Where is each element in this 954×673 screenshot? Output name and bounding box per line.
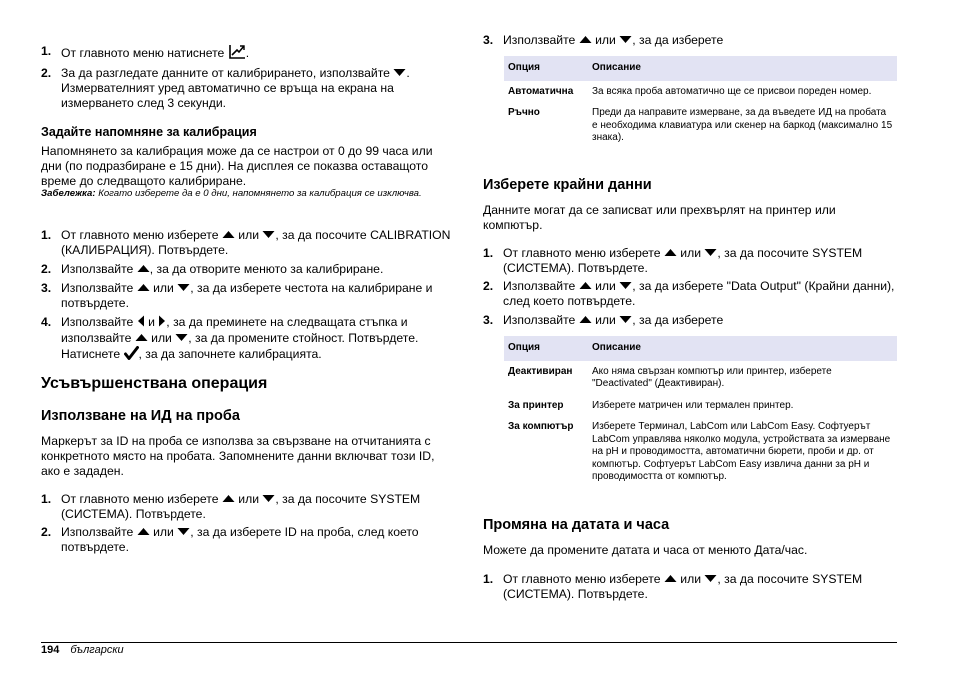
column-header: Опция: [504, 336, 588, 361]
page-number: 194: [41, 644, 60, 656]
sample-id-heading: Използване на ИД на проба: [41, 408, 240, 424]
step-number: 4.: [41, 315, 52, 329]
step-text: Използвайте: [503, 33, 579, 47]
step-text: , за да изберете: [632, 313, 724, 327]
description-cell: Изберете матричен или термален принтер.: [592, 399, 794, 411]
step-number: 2.: [41, 66, 52, 80]
step-number: 2.: [41, 262, 52, 276]
step-text: и: [144, 315, 159, 330]
step-text: От главното меню натиснете: [61, 46, 228, 61]
step-text: или: [234, 492, 263, 506]
arrow-down-icon: [177, 525, 190, 540]
calibration-key-icon: [228, 44, 246, 64]
step-text: , за да изберете "Data Output" (Крайни данни), след което потвърдете.: [503, 279, 895, 309]
arrow-down-icon: [177, 281, 190, 296]
sample-id-text: Маркерът за ID на проба се използва за свързване на отчитанията с конкретното място на пробата. Запомнените данни включват този ID, ако е зададен.: [41, 434, 435, 478]
step-number: 3.: [483, 33, 494, 47]
table-row: [504, 361, 897, 395]
step-text: От главното меню изберете: [503, 572, 664, 586]
arrow-up-icon: [137, 281, 150, 296]
step-text: Използвайте: [61, 262, 137, 276]
description-cell: Изберете Терминал, LabCom или LabCom Easy. Софтуерът LabCom управлява няколко модула, устройствата за измерване на pH и проводимостта, автоматични бюрети, проби и др. от компютър. Софтуерът LabCom Easy извлича данни за pH и проводимостта от компютър.: [592, 421, 891, 482]
step-number: 1.: [483, 572, 494, 586]
step-text: или: [591, 33, 620, 47]
list-item: [483, 279, 897, 309]
step-number: 1.: [41, 44, 52, 58]
output-text: Данните могат да се записват или прехвърлят на принтер или компютър.: [483, 203, 836, 232]
arrow-down-icon: [704, 572, 717, 587]
arrow-down-icon: [619, 279, 632, 294]
footer-language: български: [70, 644, 124, 656]
step-number: 3.: [483, 313, 494, 327]
step-number: 2.: [483, 279, 494, 293]
step-text: , за да промените стойност. Потвърдете. Натиснете: [61, 331, 419, 362]
step-text: Използвайте: [503, 279, 579, 293]
footer-divider: [41, 642, 897, 643]
step-text: , за да изберете ID на проба, след което потвърдете.: [61, 525, 419, 555]
option-cell: За компютър: [508, 421, 574, 432]
step-text: Използвайте: [61, 315, 137, 330]
step-text: или: [676, 246, 705, 260]
description-cell: За всяка проба автоматично ще се присвои пореден номер.: [592, 85, 872, 97]
reminder-text: Напомнянето за калибрация може да се настрои от 0 до 99 часа или дни (по подразбиране е 15 дни). На дисплея се показва оставащото време до следващото калибриране.: [41, 144, 433, 188]
table-row: [504, 395, 897, 417]
list-item: [41, 262, 455, 277]
step-text: Използвайте: [61, 281, 137, 295]
list-item: [483, 313, 897, 328]
confirm-check-icon: [124, 346, 139, 364]
step-text: От главното меню изберете: [61, 492, 222, 506]
step-text: , за да посочите CALIBRATION (КАЛИБРАЦИЯ). Потвърдете.: [61, 228, 451, 258]
step-text: или: [676, 572, 705, 586]
step-text: , за да посочите SYSTEM (СИСТЕМА). Потвърдете.: [61, 492, 421, 522]
table-row: [504, 102, 897, 149]
table-row: [504, 81, 897, 103]
step-number: 2.: [41, 525, 52, 539]
step-number: 1.: [483, 246, 494, 260]
arrow-down-icon: [262, 492, 275, 507]
note: [41, 187, 455, 200]
column-header: Описание: [588, 336, 897, 361]
description-cell: Ако няма свързан компютър или принтер, изберете "Deactivated" (Деактивиран).: [592, 365, 832, 389]
step-text: , за да изберете честота на калибриране и потвърдете.: [61, 281, 433, 311]
arrow-up-icon: [137, 262, 150, 277]
output-heading: Изберете крайни данни: [483, 177, 652, 193]
step-text: или: [149, 525, 178, 539]
step-text: , за да посочите SYSTEM (СИСТЕМА). Потвърдете.: [503, 572, 863, 602]
datetime-text: Можете да промените датата и часа от менюто Дата/час.: [483, 543, 808, 557]
step-number: 3.: [41, 281, 52, 295]
step-text: От главното меню изберете: [503, 246, 664, 260]
step-text: .: [245, 46, 250, 61]
reminder-heading: Задайте напомняне за калибрация: [41, 125, 257, 139]
step-text: или: [591, 313, 620, 327]
arrow-up-icon: [579, 279, 592, 294]
step-text: , за да преминете на следващата стъпка и използвайте: [61, 315, 408, 345]
step-text: От главното меню изберете: [61, 228, 222, 242]
option-cell: Ръчно: [508, 107, 540, 118]
step-text: , за да изберете: [632, 33, 724, 47]
step-text: или: [591, 279, 620, 293]
list-item: [483, 572, 897, 602]
step-text: , за да отворите менюто за калибриране.: [149, 262, 384, 276]
step-number: 1.: [41, 492, 52, 506]
page-footer: [41, 644, 124, 656]
step-number: 1.: [41, 228, 52, 242]
arrow-down-icon: [704, 246, 717, 261]
description-cell: Преди да направите измерване, за да въведете ИД на пробата е необходима клавиатура или скенер на баркод (максимално 15 знака).: [592, 107, 893, 143]
list-item: [41, 315, 455, 364]
data-output-options-table: [504, 336, 897, 488]
arrow-left-icon: [137, 315, 145, 331]
arrow-up-icon: [222, 492, 235, 507]
sample-id-options-table: [504, 56, 897, 149]
list-item: [41, 525, 455, 555]
step-text: или: [149, 281, 178, 295]
step-text: . Измервателният уред автоматично се връща на екрана на измерването след 3 секунди.: [61, 66, 410, 111]
arrow-up-icon: [135, 331, 148, 346]
step-text: Използвайте: [61, 525, 137, 539]
option-cell: Деактивиран: [508, 365, 573, 377]
list-item: [41, 281, 455, 311]
arrow-up-icon: [664, 572, 677, 587]
column-header: Описание: [588, 56, 897, 81]
arrow-up-icon: [664, 246, 677, 261]
arrow-down-icon: [619, 313, 632, 328]
list-item: [483, 33, 897, 48]
advanced-heading: Усъвършенствана операция: [41, 375, 268, 392]
list-item: [41, 492, 455, 522]
note-label: Забележка:: [41, 188, 96, 199]
step-text: За да разгледате данните от калибрирането, използвайте: [61, 66, 394, 80]
arrow-up-icon: [579, 33, 592, 48]
list-item: [41, 44, 455, 64]
list-item: [483, 246, 897, 276]
arrow-up-icon: [137, 525, 150, 540]
datetime-heading: Промяна на датата и часа: [483, 517, 670, 533]
arrow-down-icon: [262, 228, 275, 243]
list-item: [41, 228, 455, 258]
column-header: Опция: [504, 56, 588, 81]
arrow-down-icon: [619, 33, 632, 48]
step-text: или: [147, 331, 176, 345]
table-header-row: [504, 56, 897, 81]
option-cell: Автоматична: [508, 85, 574, 97]
list-item: [41, 66, 455, 111]
step-text: или: [234, 228, 263, 242]
table-header-row: [504, 336, 897, 361]
step-text: , за да започнете калибрацията.: [138, 347, 322, 362]
note-text: Когато изберете да е 0 дни, напомнянето за калибрация се изключва.: [95, 188, 422, 199]
step-text: , за да посочите SYSTEM (СИСТЕМА). Потвърдете.: [503, 246, 863, 276]
table-row: [504, 416, 897, 488]
arrow-up-icon: [579, 313, 592, 328]
option-cell: За принтер: [508, 399, 564, 411]
arrow-up-icon: [222, 228, 235, 243]
step-text: Използвайте: [503, 313, 579, 327]
arrow-down-icon: [393, 66, 406, 81]
arrow-down-icon: [175, 331, 188, 346]
